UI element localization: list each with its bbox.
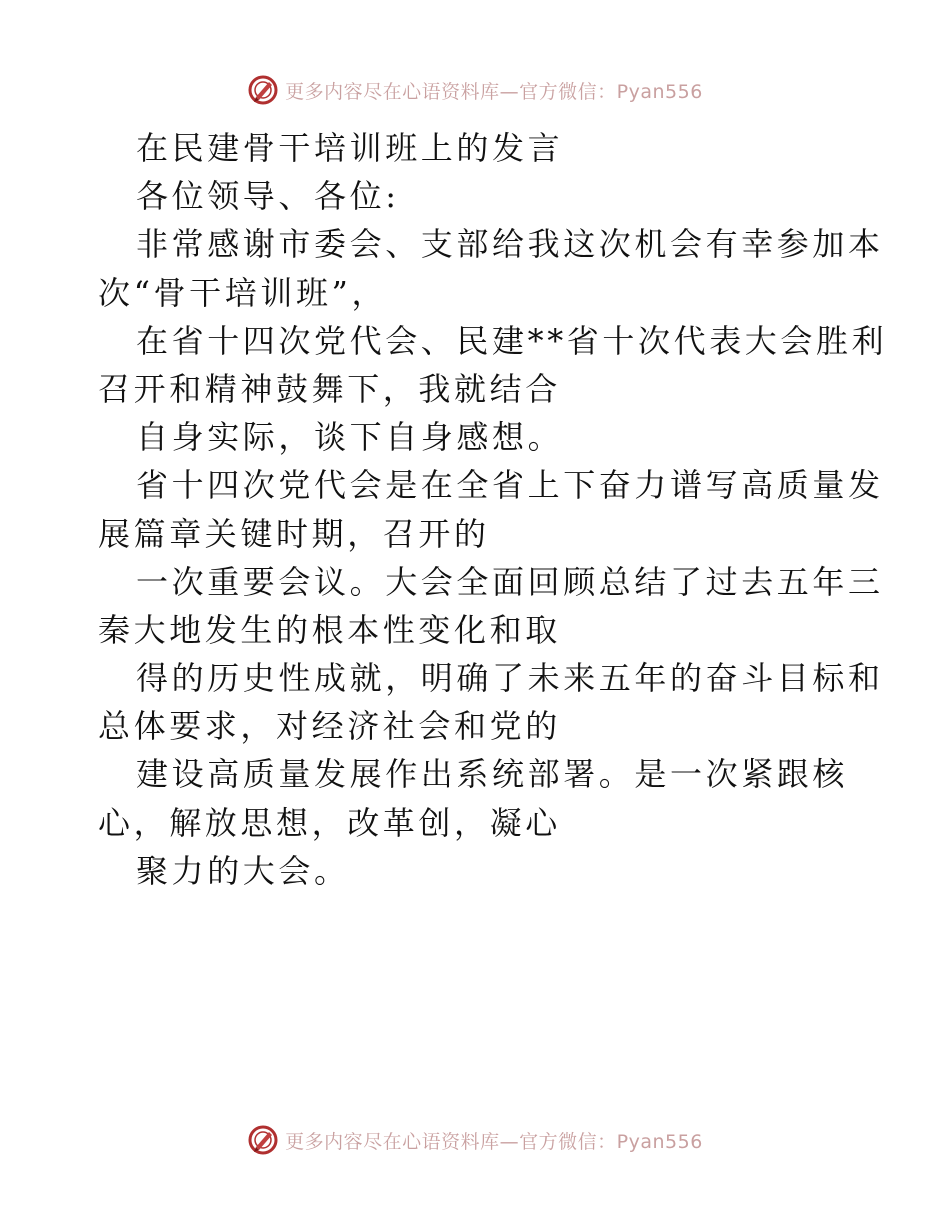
paragraph-line: 心，解放思想，改革创，凝心	[98, 803, 561, 842]
paragraph-line: 非常感谢市委会、支部给我这次机会有幸参加本	[136, 225, 884, 264]
paragraph-line: 聚力的大会。	[136, 851, 350, 890]
pen-logo-icon	[247, 74, 279, 106]
paragraph-line: 建设高质量发展作出系统部署。是一次紧跟核	[136, 755, 849, 794]
watermark-text: 更多内容尽在心语资料库—官方微信：Pyan556	[285, 1130, 703, 1153]
footer-watermark-banner	[0, 1120, 950, 1160]
paragraph-line: 自身实际，谈下自身感想。	[136, 418, 564, 457]
watermark-text: 更多内容尽在心语资料库—官方微信：Pyan556	[285, 80, 703, 103]
document-title: 在民建骨干培训班上的发言	[136, 129, 564, 167]
paragraph-line: 秦大地发生的根本性变化和取	[98, 610, 561, 649]
paragraph-line: 省十四次党代会是在全省上下奋力谱写高质量发	[136, 466, 884, 505]
paragraph-line: 一次重要会议。大会全面回顾总结了过去五年三	[136, 562, 884, 601]
paragraph-line: 展篇章关键时期，召开的	[98, 514, 490, 553]
paragraph-line: 得的历史性成就，明确了未来五年的奋斗目标和	[136, 659, 884, 698]
paragraph-line: 在省十四次党代会、民建**省十次代表大会胜利	[136, 321, 888, 360]
paragraph-line: 总体要求，对经济社会和党的	[98, 707, 561, 746]
paragraph-line: 召开和精神鼓舞下，我就结合	[98, 369, 561, 408]
salutation: 各位领导、各位:	[136, 177, 400, 216]
document-body	[98, 124, 888, 895]
pen-logo-icon	[247, 1124, 279, 1156]
header-watermark-banner	[0, 70, 950, 110]
paragraph-line: 次“骨干培训班”，	[98, 273, 388, 312]
